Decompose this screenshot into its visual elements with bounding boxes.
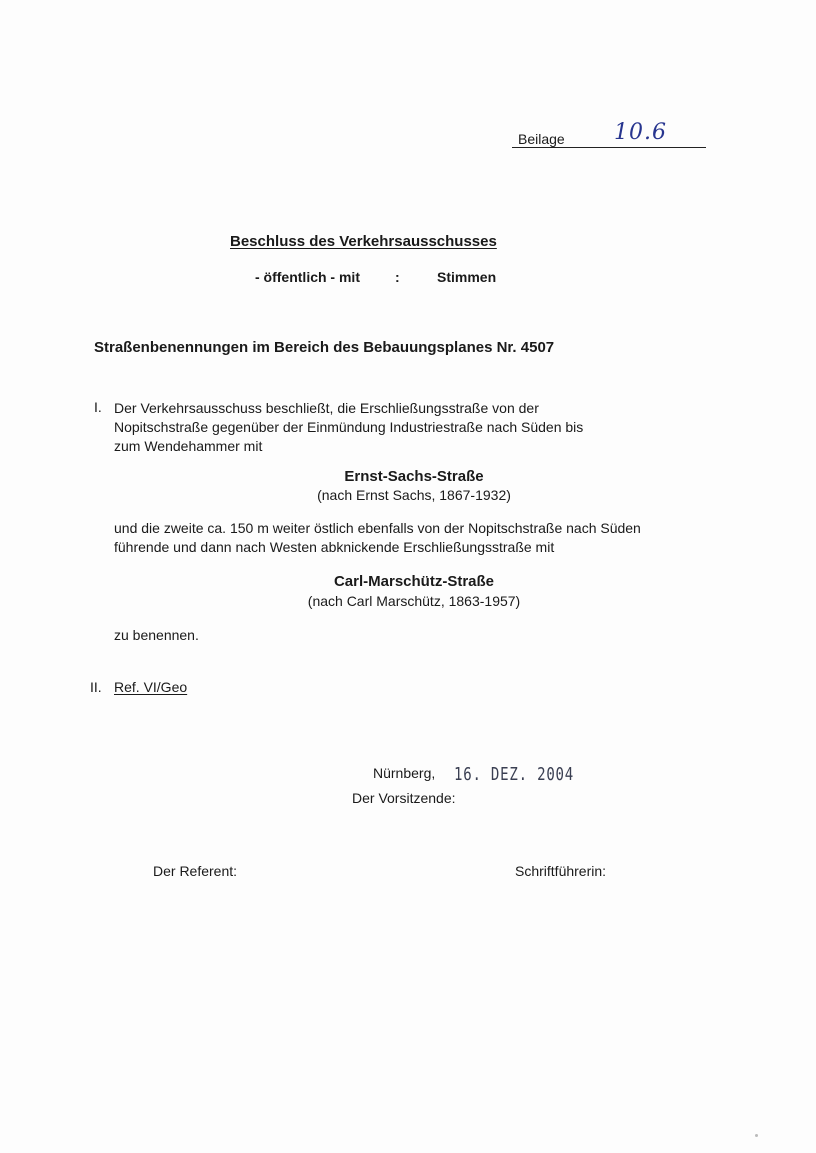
- middle-line: führende und dann nach Westen abknickende Erschließungsstraße mit: [114, 539, 555, 555]
- attachment-underline: [512, 147, 706, 148]
- intro-line: zum Wendehammer mit: [114, 438, 263, 454]
- resolution-title: Beschluss des Verkehrsausschusses: [230, 233, 497, 250]
- public-vote-prefix: - öffentlich - mit: [255, 269, 360, 285]
- section-1-number: I.: [94, 399, 102, 415]
- attachment-number: 10.6: [614, 120, 667, 145]
- street-note-2: (nach Carl Marschütz, 1863-1957): [307, 593, 521, 609]
- intro-line: Nopitschstraße gegenüber der Einmündung Industriestraße nach Süden bis: [114, 419, 584, 435]
- street-note-1: (nach Ernst Sachs, 1867-1932): [317, 487, 511, 503]
- reference-link[interactable]: Ref. VI/Geo: [114, 679, 188, 695]
- public-vote-separator: :: [395, 269, 400, 285]
- referent-label: Der Referent:: [153, 863, 238, 879]
- date-stamp: 16. DEZ. 2004: [454, 764, 575, 785]
- attachment-label: Beilage: [518, 131, 565, 147]
- section-2-number: II.: [90, 679, 102, 695]
- secretary-label: Schriftführerin:: [515, 863, 607, 879]
- section-1-closing: zu benennen.: [114, 627, 199, 643]
- scan-speck: [755, 1134, 758, 1137]
- street-name-1: Ernst-Sachs-Straße: [344, 468, 484, 485]
- chair-label: Der Vorsitzende:: [352, 790, 456, 806]
- intro-line: Der Verkehrsausschuss beschließt, die Erschließungsstraße von der: [114, 400, 539, 416]
- public-vote-line: [255, 269, 496, 285]
- section-1-middle: [114, 519, 704, 557]
- subject-title: Straßenbenennungen im Bereich des Bebauungsplanes Nr. 4507: [94, 339, 555, 356]
- signature-place: Nürnberg,: [373, 765, 436, 781]
- section-1-intro: [114, 399, 674, 456]
- street-name-2: Carl-Marschütz-Straße: [333, 573, 495, 590]
- middle-line: und die zweite ca. 150 m weiter östlich ebenfalls von der Nopitschstraße nach Süden: [114, 520, 641, 536]
- public-vote-suffix: Stimmen: [437, 269, 497, 285]
